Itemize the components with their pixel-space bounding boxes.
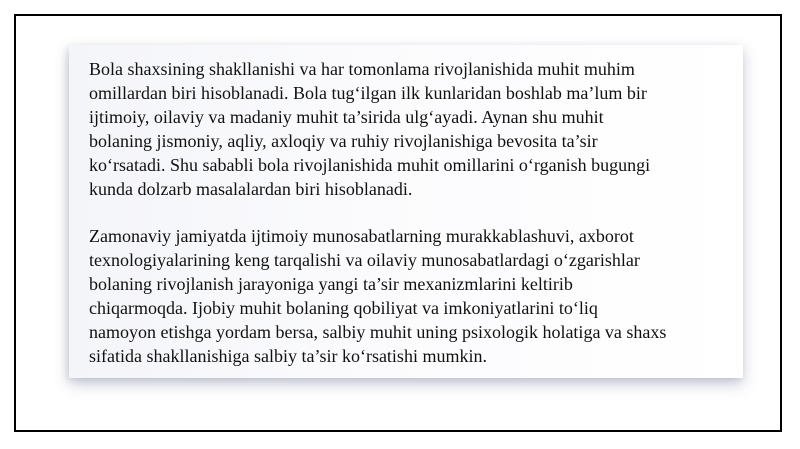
paragraph-1: Bola shaxsining shakllanishi va har tomonlama rivojlanishida muhit muhim omillardan biri hisoblanadi. Bola tug‘ilgan ilk kunlaridan boshlab ma’lum bir ijtimoiy, oilaviy va madaniy muhit ta’sirida ulg‘ayadi. Aynan shu muhit bolaning jismoniy, aqliy, axloqiy va ruhiy rivojlanishiga bevosita ta’sir ko‘rsatadi. Shu sababli bola rivojlanishida muhit omillarini o‘rganish bugungi kunda dolzarb masalalardan biri hisoblanadi. [89, 59, 651, 200]
paragraph-2: Zamonaviy jamiyatda ijtimoiy munosabatlarning murakkablashuvi, axborot texnologiyalarining keng tarqalishi va oilaviy munosabatlardagi o‘zgarishlar bolaning rivojlanish jarayoniga yangi ta’sir mexanizmlarini keltirib chiqarmoqda. Ijobiy muhit bolaning qobiliyat va imkoniyatlarini to‘liq namoyon etishga yordam bersa, salbiy muhit uning psixologik holatiga va shaxs sifatida shakllanishiga salbiy ta’sir ko‘rsatishi mumkin. [89, 225, 667, 367]
document-body [89, 57, 741, 368]
